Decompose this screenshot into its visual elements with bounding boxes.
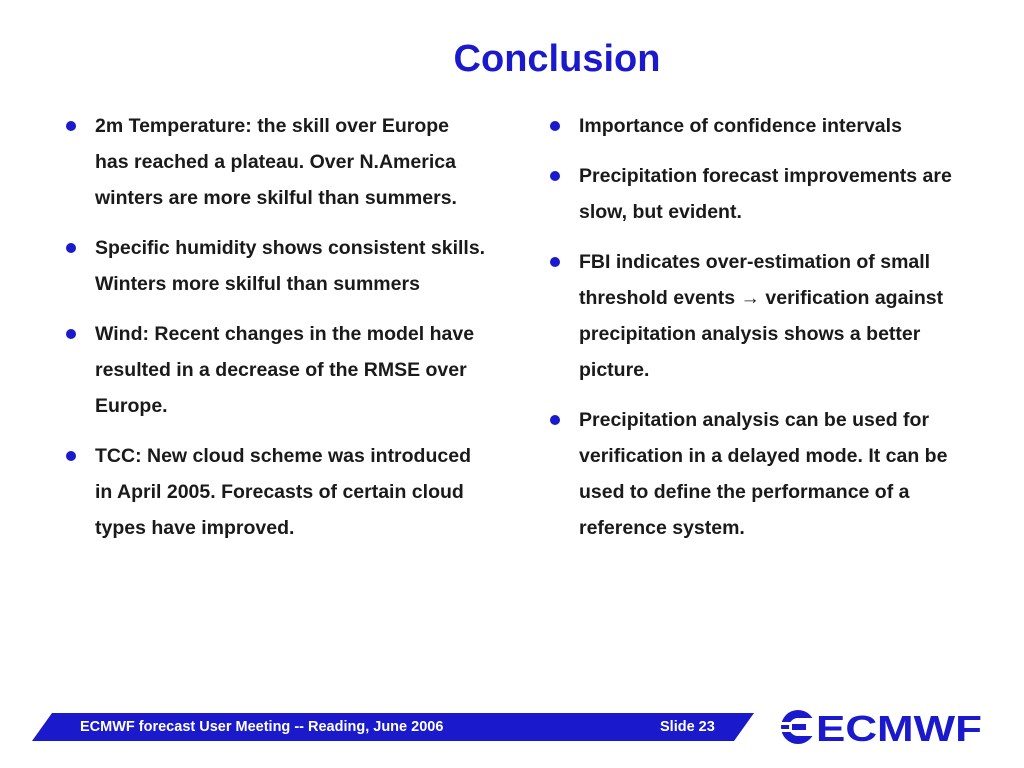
bullet-item xyxy=(66,438,486,546)
bullet-text: 2m Temperature: the skill over Europe has reached a plateau. Over N.America winters are more skilful than summers. xyxy=(95,115,457,209)
bullet-text: Wind: Recent changes in the model have resulted in a decrease of the RMSE over Europe. xyxy=(95,323,475,417)
bullet-item xyxy=(66,108,486,216)
bullet-icon xyxy=(550,121,560,131)
ecmwf-logo-text: ECMWF xyxy=(816,708,982,746)
bullet-item xyxy=(550,244,980,388)
bullet-item xyxy=(550,108,980,144)
bullet-item xyxy=(66,230,486,302)
bullet-icon xyxy=(66,329,76,339)
bullet-text: Precipitation forecast improvements are slow, but evident. xyxy=(579,165,952,223)
slide-number: Slide 23 xyxy=(660,719,715,735)
bullet-icon xyxy=(66,243,76,253)
bullet-text: Precipitation analysis can be used for verification in a delayed mode. It can be used to define the performance of a reference system. xyxy=(579,409,948,539)
bullet-icon xyxy=(66,121,76,131)
footer-meeting-text: ECMWF forecast User Meeting -- Reading, June 2006 xyxy=(80,719,444,735)
right-bullet-list xyxy=(550,108,980,560)
ecmwf-logo xyxy=(778,708,984,746)
bullet-item xyxy=(550,402,980,546)
bullet-text: Importance of confidence intervals xyxy=(579,115,902,137)
bullet-icon xyxy=(550,257,560,267)
bullet-text: FBI indicates over-estimation of small threshold events → verification against precipitation analysis shows a better picture. xyxy=(579,251,944,381)
bullet-text: TCC: New cloud scheme was introduced in April 2005. Forecasts of certain cloud types have improved. xyxy=(95,445,471,539)
slide-title: Conclusion xyxy=(453,38,661,80)
bullet-icon xyxy=(66,451,76,461)
left-bullet-list xyxy=(66,108,486,560)
ecmwf-logo-mark xyxy=(778,710,820,744)
bullet-icon xyxy=(550,171,560,181)
bullet-icon xyxy=(550,415,560,425)
bullet-item xyxy=(550,158,980,230)
bullet-item xyxy=(66,316,486,424)
bullet-text: Specific humidity shows consistent skills. Winters more skilful than summers xyxy=(95,237,486,295)
